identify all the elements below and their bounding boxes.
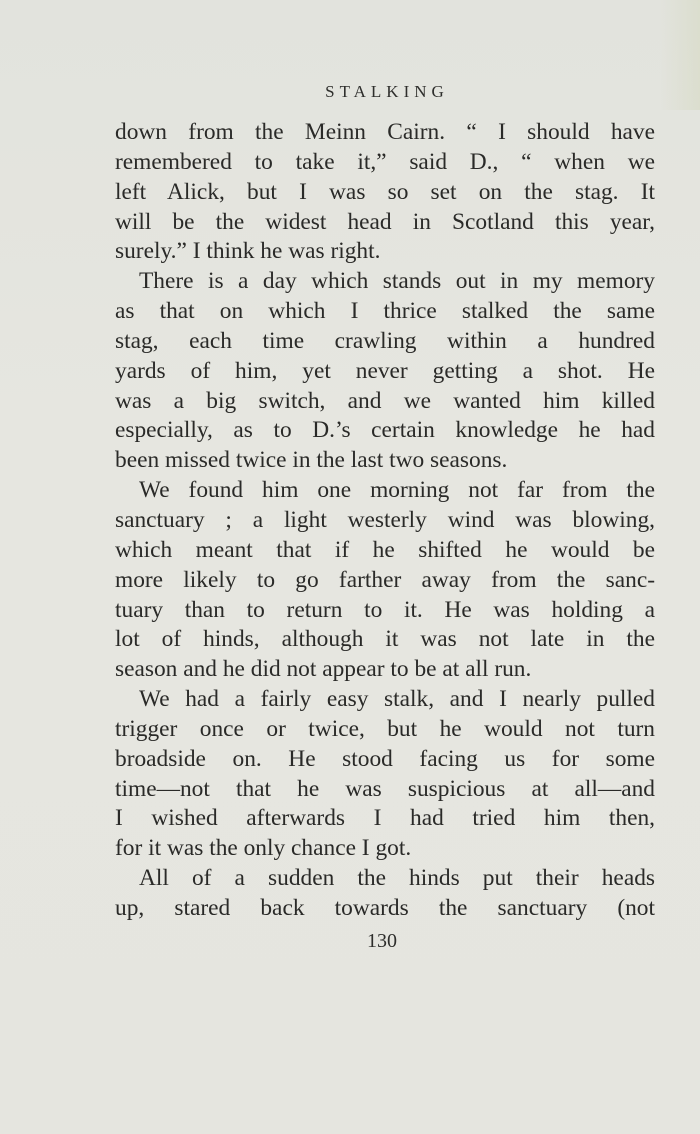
text-line: was a big switch, and we wanted him killed	[115, 387, 655, 414]
text-line: surely.” I think he was right.	[115, 238, 381, 265]
body-text	[115, 118, 655, 924]
text-line: for it was the only chance I got.	[115, 835, 412, 862]
text-line: time—not that he was suspicious at all—and	[115, 775, 655, 802]
page-number: 130	[367, 930, 397, 952]
text-line: as that on which I thrice stalked the same	[115, 298, 655, 325]
text-line: especially, as to D.’s certain knowledge he had	[115, 417, 655, 444]
text-line: remembered to take it,” said D., “ when we	[115, 148, 655, 175]
text-line: stag, each time crawling within a hundred	[115, 327, 655, 354]
text-line: lot of hinds, although it was not late in the	[115, 626, 655, 653]
text-line: sanctuary ; a light westerly wind was blowing,	[115, 506, 655, 533]
text-line: down from the Meinn Cairn. “ I should have	[115, 119, 655, 145]
text-line: All of a sudden the hinds put their heads	[139, 865, 655, 892]
text-line: left Alick, but I was so set on the stag. It	[115, 178, 655, 205]
text-line: which meant that if he shifted he would be	[115, 536, 655, 563]
text-line: will be the widest head in Scotland this year,	[115, 208, 655, 235]
text-line: We had a fairly easy stalk, and I nearly pulled	[139, 686, 655, 713]
text-line: yards of him, yet never getting a shot. He	[115, 357, 655, 384]
text-line: more likely to go farther away from the sanc-	[115, 566, 655, 593]
text-line: season and he did not appear to be at all run.	[115, 656, 532, 683]
text-line: There is a day which stands out in my memory	[139, 268, 655, 295]
text-line: trigger once or twice, but he would not turn	[115, 715, 655, 742]
text-line: I wished afterwards I had tried him then,	[115, 805, 655, 832]
text-line: up, stared back towards the sanctuary (not	[115, 894, 655, 921]
text-line: We found him one morning not far from the	[139, 477, 655, 504]
text-line: tuary than to return to it. He was holding a	[115, 596, 655, 623]
text-line: been missed twice in the last two seasons.	[115, 447, 508, 474]
text-line: broadside on. He stood facing us for some	[115, 745, 655, 772]
running-head: STALKING	[325, 82, 449, 101]
